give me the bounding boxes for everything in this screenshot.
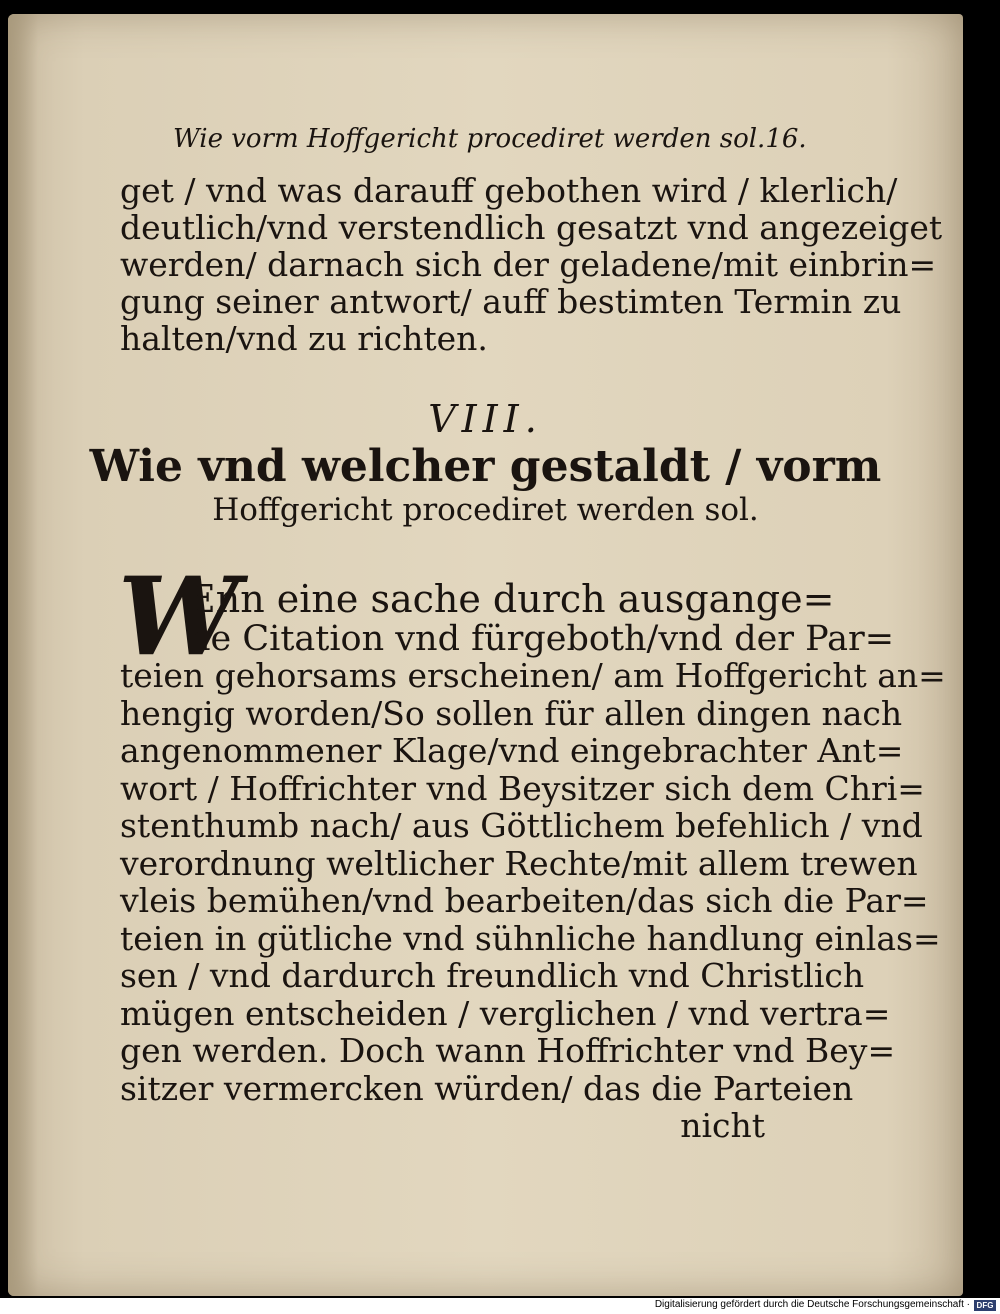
- running-header: [173, 124, 807, 154]
- funding-credit: Digitalisierung gefördert durch die Deutsche Forschungsgemeinschaft ·: [654, 1299, 970, 1310]
- text-line: gung seiner antwort/ auff bestimten Termin zu: [120, 282, 902, 321]
- text-line: teien in gütliche vnd sühnliche handlung einlas=: [120, 918, 941, 958]
- chapter-title: Wie vnd welcher gestaldt / vorm: [89, 441, 882, 492]
- paragraph-opening: [188, 577, 895, 659]
- text-line: mügen entscheiden / verglichen / vnd vertra=: [120, 993, 891, 1033]
- text-line: werden/ darnach sich der geladene/mit einbrin=: [120, 245, 937, 284]
- text-line: get / vnd was darauff gebothen wird / klerlich/: [120, 171, 898, 210]
- page-gutter-shadow: [8, 14, 38, 1296]
- text-line: hengig worden/So sollen für allen dingen nach: [120, 693, 903, 733]
- decorated-initial: W: [118, 554, 240, 680]
- text-line: vleis bemühen/vnd bearbeiten/das sich die Par=: [120, 881, 929, 920]
- paragraph-body: [120, 656, 946, 1145]
- text-line: ne Citation vnd fürgeboth/vnd der Par=: [188, 619, 895, 659]
- dfg-logo-icon: DFG: [974, 1300, 996, 1311]
- text-line: angenommener Klage/vnd eingebrachter Ant=: [120, 731, 904, 770]
- text-line: Enn eine sache durch ausgange=: [188, 577, 835, 621]
- text-line: verordnung weltlicher Rechte/mit allem trewen: [120, 843, 918, 883]
- chapter-subtitle: Hoffgericht procediret werden sol.: [212, 492, 759, 528]
- book-page: [8, 14, 963, 1296]
- text-line: deutlich/vnd verstendlich gesatzt vnd angezeiget: [120, 208, 943, 247]
- text-line: teien gehorsams erscheinen/ am Hoffgericht an=: [120, 656, 946, 695]
- chapter-number: VIII.: [428, 397, 543, 441]
- paragraph-continuation: [120, 171, 943, 358]
- text-line: sitzer vermercken würden/ das die Parteien: [120, 1068, 854, 1108]
- text-line: wort / Hoffrichter vnd Beysitzer sich dem Chri=: [120, 768, 925, 808]
- text-line: halten/vnd zu richten.: [120, 319, 488, 358]
- text-line: gen werden. Doch wann Hoffrichter vnd Bey=: [120, 1031, 896, 1070]
- text-line: stenthumb nach/ aus Göttlichem befehlich / vnd: [120, 806, 923, 845]
- running-title: Wie vorm Hoffgericht procediret werden sol.: [173, 124, 766, 154]
- page-number: 16.: [765, 124, 807, 154]
- text-line: sen / vnd dardurch freundlich vnd Christlich: [120, 956, 865, 995]
- catchword: nicht: [680, 1106, 765, 1145]
